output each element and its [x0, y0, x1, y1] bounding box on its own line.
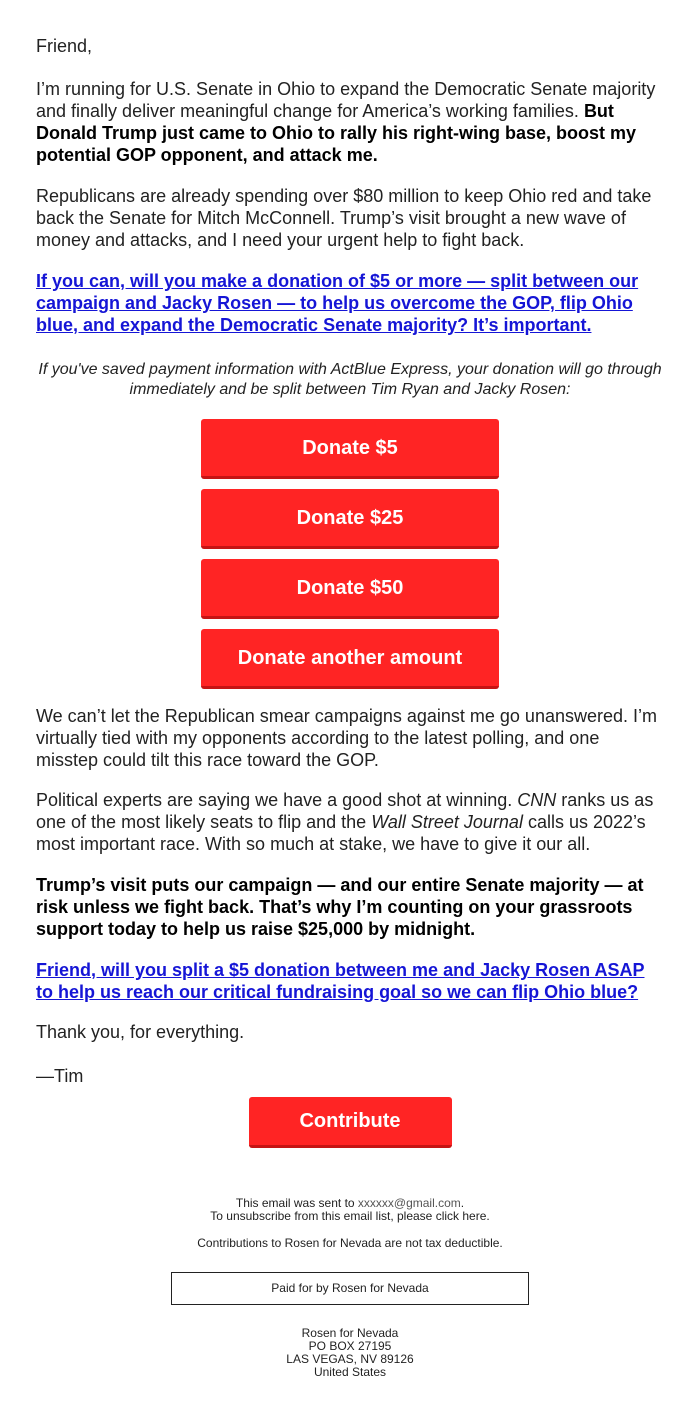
address-line: LAS VEGAS, NV 89126 — [286, 1352, 414, 1366]
experts-text-1: Political experts are saying we have a good shot at winning. — [36, 790, 518, 810]
address-line: United States — [313, 1365, 387, 1379]
experts-text-3: calls us 2022’s most important race. With so much at stake, we have to give it our all. — [36, 812, 646, 854]
donate-buttons — [0, 419, 700, 689]
intro-paragraph — [36, 78, 664, 166]
sent-to-prefix: This email was sent to — [235, 1196, 358, 1210]
sent-to-suffix: . — [460, 1196, 465, 1210]
contribute-button[interactable]: Contribute — [249, 1097, 452, 1148]
address-line: Rosen for Nevada — [301, 1326, 399, 1340]
donate-50-button[interactable]: Donate $50 — [201, 559, 499, 619]
donate-other-amount-button[interactable]: Donate another amount — [201, 629, 499, 689]
cta-paragraph-1 — [36, 270, 664, 336]
intro-text: I’m running for U.S. Senate in Ohio to expand the Democratic Senate majority and finally deliver meaningful change for America’s working families. — [36, 79, 656, 121]
goal-paragraph: Trump’s visit puts our campaign — and our entire Senate majority — at risk unless we fight back. That’s why I’m counting on your grassroots support today to help us raise $25,000 by midnight. — [36, 875, 644, 939]
intro-bold-text: But Donald Trump just came to Ohio to rally his right-wing base, boost my potential GOP opponent, and attack me. — [36, 101, 637, 165]
signature: —Tim — [36, 1066, 84, 1086]
contribute-wrapper — [0, 1097, 700, 1148]
unsubscribe-line — [0, 1210, 700, 1223]
address-block — [0, 1327, 700, 1379]
donation-link-2[interactable]: Friend, will you split a $5 donation between me and Jacky Rosen ASAP to help us reach our critical fundraising goal so we can flip Ohio blue? — [36, 960, 645, 1002]
unsubscribe-link[interactable]: click here — [435, 1209, 487, 1223]
cnn-mention: CNN — [517, 790, 557, 810]
spending-paragraph: Republicans are already spending over $80 million to keep Ohio red and take back the Senate for Mitch McConnell. Trump’s visit brought a new wave of money and attacks, and I need your urgent help to fight back. — [36, 186, 652, 250]
greeting: Friend, — [36, 36, 93, 56]
footer — [0, 1197, 700, 1379]
donate-25-button[interactable]: Donate $25 — [201, 489, 499, 549]
cta-paragraph-2 — [36, 959, 664, 1003]
wsj-mention: Wall Street Journal — [371, 812, 523, 832]
tax-note: Contributions to Rosen for Nevada are not tax deductible. — [197, 1236, 503, 1250]
paid-for-box: Paid for by Rosen for Nevada — [171, 1272, 529, 1305]
unsubscribe-prefix: To unsubscribe from this email list, please — [210, 1209, 436, 1223]
experts-text-2: ranks us as one of the most likely seats to flip and the — [36, 790, 654, 832]
smear-paragraph: We can’t let the Republican smear campaigns against me go unanswered. I’m virtually tied with my opponents according to the latest polling, and one misstep could tilt this race toward the GOP. — [36, 706, 657, 770]
thanks-text: Thank you, for everything. — [36, 1022, 245, 1042]
address-line: PO BOX 27195 — [308, 1339, 392, 1353]
donate-5-button[interactable]: Donate $5 — [201, 419, 499, 479]
actblue-note: If you've saved payment information with ActBlue Express, your donation will go through immediately and be split between Tim Ryan and Jacky Rosen: — [38, 361, 662, 398]
experts-paragraph — [36, 789, 664, 855]
unsubscribe-suffix: . — [486, 1209, 490, 1223]
recipient-email: xxxxxx@gmail.com — [357, 1196, 461, 1210]
donation-link-1[interactable]: If you can, will you make a donation of $5 or more — split between our campaign and Jacky Rosen — to help us overcome the GOP, flip Ohio blue, and expand the Democratic Senate majority? It’s important. — [36, 271, 639, 335]
